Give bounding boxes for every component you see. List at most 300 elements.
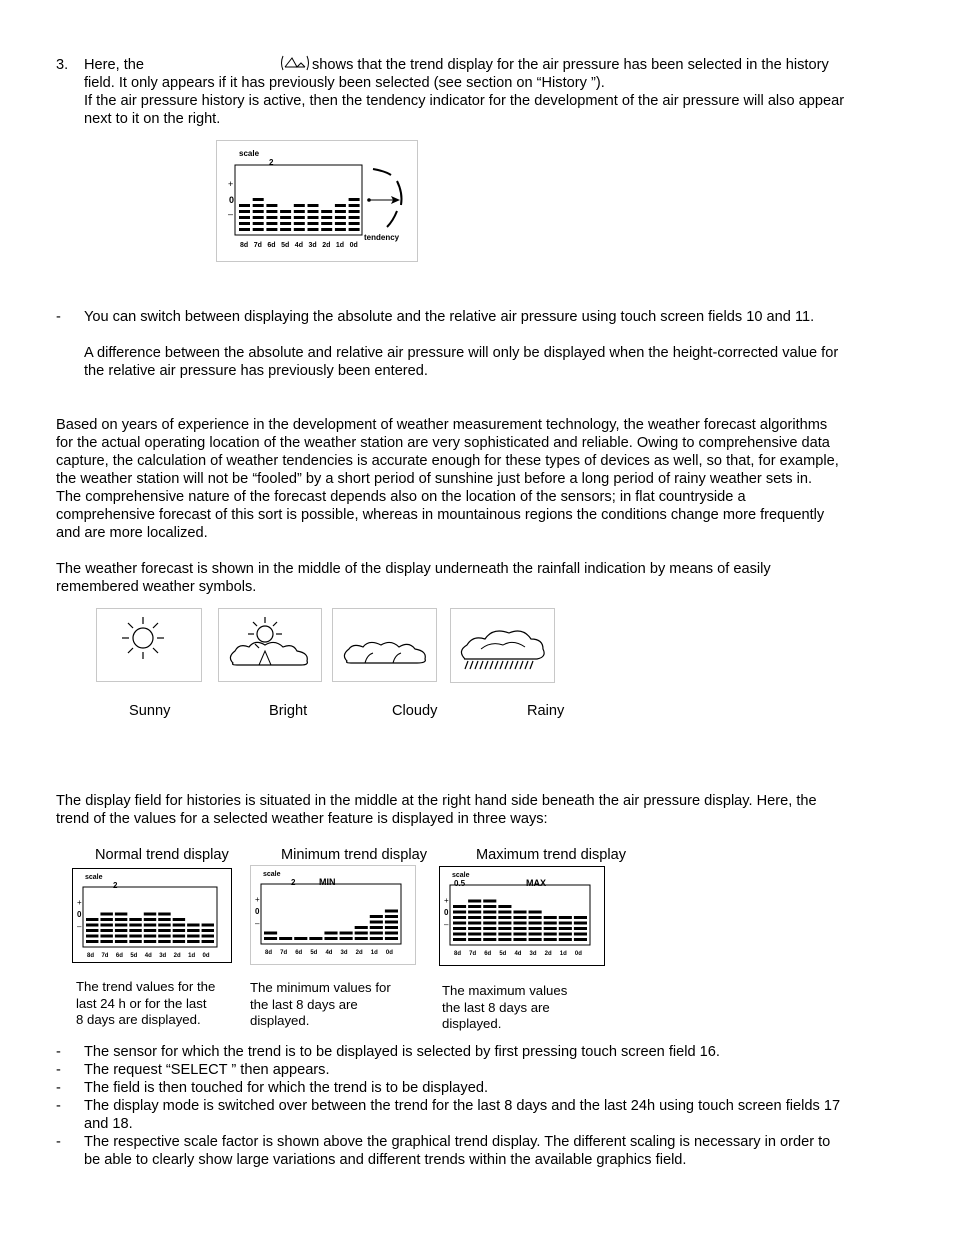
trend-bar-segment (266, 222, 277, 225)
trend-bar-segment (308, 210, 319, 213)
raindrop-mark (485, 661, 488, 669)
normal-trend-display (72, 868, 232, 963)
trend-bar-segment (544, 938, 557, 941)
tendency-trend-figure (216, 140, 418, 262)
trend-bar-segment (468, 938, 481, 941)
axis-sign: + (77, 898, 82, 907)
trend-bar-segment (239, 222, 250, 225)
trend-bar-segment (129, 935, 141, 938)
paragraph-line: field. It only appears if it has previously been selected (see section on “History ”). (84, 75, 605, 91)
trend-bar-segment (144, 924, 156, 927)
scale-value: 2 (113, 881, 118, 890)
trend-bar-segment (370, 921, 383, 924)
trend-bar-segment (349, 222, 360, 225)
trend-bar-segment (115, 924, 127, 927)
trend-bar-segment (294, 937, 307, 940)
trend-bar-segment (144, 940, 156, 943)
trend-bar-segment (468, 905, 481, 908)
trend-bar-segment (453, 911, 466, 914)
raindrop-mark (480, 661, 483, 669)
maximum-trend-caption (442, 983, 567, 1033)
day-tick-label: 4d (294, 242, 303, 249)
raindrop-mark (505, 661, 508, 669)
trend-bar-segment (86, 935, 98, 938)
tendency-origin-dot (367, 198, 371, 202)
axis-sign: – (255, 919, 260, 928)
trend-bar-segment (115, 935, 127, 938)
trend-bar-segment (453, 933, 466, 936)
axis-sign: 0 (77, 910, 82, 919)
sun-icon (97, 609, 201, 681)
day-tick-label: 5d (281, 242, 290, 249)
paragraph-line: The weather forecast is shown in the middle of the display underneath the rainfall indication by means of easily (56, 561, 771, 577)
trend-bar-segment (349, 204, 360, 207)
trend-bar-segment (202, 940, 214, 943)
trend-bar-segment (498, 927, 511, 930)
trend-bar-segment (355, 937, 368, 940)
paragraph-line: capture, the calculation of weather tendencies is accurate enough for these types of devices as well, so that, for example, (56, 453, 839, 469)
scale-label: scale (452, 872, 470, 879)
trend-bar-segment (308, 216, 319, 219)
trend-bar-segment (129, 940, 141, 943)
trend-bar-segment (158, 924, 170, 927)
trend-bar-segment (308, 204, 319, 207)
trend-bar-segment (349, 228, 360, 231)
trend-bar-segment (266, 228, 277, 231)
day-tick-label: 2d (544, 951, 552, 957)
trend-bar-segment (321, 222, 332, 225)
trend-bar-segment (513, 927, 526, 930)
day-tick-label: 1d (559, 951, 567, 957)
day-tick-label: 0d (202, 953, 210, 959)
trend-bar-segment (385, 937, 398, 940)
symbol-label-bright: Bright (269, 703, 308, 719)
trend-bar-segment (559, 938, 572, 941)
trend-bar-segment (559, 933, 572, 936)
trend-bar-segment (294, 210, 305, 213)
trend-bar-segment (335, 222, 346, 225)
trend-bar-segment (115, 929, 127, 932)
paragraph-line: The comprehensive nature of the forecast depends also on the location of the sensors; in flat countryside a (56, 489, 746, 505)
trend-mode-label: MAX (526, 878, 546, 888)
raindrop-mark (525, 661, 528, 669)
trend-bar-segment (100, 924, 112, 927)
trend-bar-segment (294, 222, 305, 225)
cloud-icon (333, 609, 436, 681)
trend-bar-segment (483, 938, 496, 941)
scale-label: scale (85, 874, 103, 881)
day-tick-label: 0d (385, 950, 393, 956)
trend-bar-segment (453, 927, 466, 930)
trend-bar-segment (483, 905, 496, 908)
paragraph-line: Based on years of experience in the development of weather measurement technology, the weather forecast algorithms (56, 417, 828, 433)
trend-bar-segment (100, 935, 112, 938)
day-tick-label: 1d (188, 953, 196, 959)
trend-bar-segment (468, 911, 481, 914)
trend-bar-segment (129, 929, 141, 932)
sunny-symbol-box (96, 608, 202, 682)
trend-bar-segment (370, 926, 383, 929)
bullet-dash: - (56, 1062, 61, 1078)
day-tick-label: 1d (335, 242, 345, 249)
trend-bar-segment (115, 913, 127, 916)
trend-bar-segment (294, 228, 305, 231)
trend-bar-segment (498, 911, 511, 914)
trend-bar-segment (324, 937, 337, 940)
trend-bar-segment (340, 932, 353, 935)
trend-bar-segment (529, 938, 542, 941)
axis-sign: – (444, 920, 449, 929)
trend-bar-segment (513, 916, 526, 919)
maximum-trend-display (439, 866, 605, 966)
caption-line: The minimum values for (250, 980, 391, 995)
day-tick-label: 1d (370, 950, 378, 956)
trend-bar-segment (86, 929, 98, 932)
trend-bar-segment (321, 210, 332, 213)
trend-bar-segment (253, 222, 264, 225)
trend-frame (450, 885, 590, 945)
axis-sign: + (444, 896, 449, 905)
rain-cloud-icon (451, 609, 554, 682)
day-tick-label: 4d (144, 953, 152, 959)
maximum-trend-chart (440, 867, 604, 965)
trend-bar-segment (253, 198, 264, 201)
caption-line: 8 days are displayed. (76, 1012, 201, 1027)
trend-bar-segment (559, 916, 572, 919)
trend-bar-segment (483, 911, 496, 914)
raindrop-mark (495, 661, 498, 669)
trend-bar-segment (129, 924, 141, 927)
caption-line: displayed. (442, 1016, 502, 1031)
trend-mode-label: MIN (319, 877, 336, 887)
raindrop-mark (520, 661, 523, 669)
trend-bar-segment (187, 924, 199, 927)
normal-trend-title: Normal trend display (95, 847, 229, 863)
trend-bar-segment (483, 916, 496, 919)
bullet-text: The display mode is switched over between the trend for the last 8 days and the last 24h using touch screen fields 17 (84, 1098, 841, 1114)
trend-bar-segment (173, 940, 185, 943)
trend-bar-segment (144, 935, 156, 938)
trend-bar-segment (239, 210, 250, 213)
day-tick-label: 5d (310, 950, 318, 956)
trend-bar-segment (483, 927, 496, 930)
trend-bar-segment (239, 204, 250, 207)
trend-bar-segment (453, 905, 466, 908)
raindrop-mark (530, 661, 533, 669)
text-fragment: shows that the trend display for the air pressure has been selected in the history (312, 57, 829, 73)
bright-symbol-box (218, 608, 322, 682)
bullet-dash: - (56, 1134, 61, 1150)
bullet-text: The request “SELECT ” then appears. (84, 1062, 330, 1078)
day-tick-label: 7d (101, 953, 109, 959)
paragraph-line: If the air pressure history is active, then the tendency indicator for the development of the air pressure will also appear (84, 93, 845, 109)
trend-bar-segment (308, 228, 319, 231)
trend-bar-segment (370, 915, 383, 918)
day-tick-label: 5d (130, 953, 138, 959)
trend-bar-segment (385, 926, 398, 929)
symbol-label-cloudy: Cloudy (392, 703, 438, 719)
trend-bar-segment (266, 204, 277, 207)
trend-bar-segment (158, 935, 170, 938)
trend-bar-segment (559, 927, 572, 930)
trend-bar-segment (385, 932, 398, 935)
bullet-text: The sensor for which the trend is to be displayed is selected by first pressing touch screen field 16. (84, 1044, 720, 1060)
trend-bar-segment (144, 929, 156, 932)
scale-value: 2 (269, 158, 274, 167)
tendency-label: tendency (364, 233, 400, 242)
trend-bar-segment (294, 204, 305, 207)
trend-bar-segment (280, 222, 291, 225)
trend-bar-segment (574, 922, 587, 925)
bullet-dash: - (56, 309, 61, 325)
day-tick-label: 4d (325, 950, 333, 956)
note-line: the relative air pressure has previously been entered. (84, 363, 428, 379)
trend-bar-segment (100, 940, 112, 943)
trend-bar-segment (335, 216, 346, 219)
trend-bar-segment (253, 228, 264, 231)
trend-bar-segment (187, 940, 199, 943)
trend-bar-segment (280, 228, 291, 231)
tendency-arc-middle (397, 181, 402, 205)
trend-bar-segment (483, 922, 496, 925)
trend-bar-segment (513, 911, 526, 914)
day-tick-label: 2d (355, 950, 363, 956)
trend-bar-segment (349, 216, 360, 219)
trend-bar-segment (279, 937, 292, 940)
trend-bar-segment (129, 918, 141, 921)
trend-bar-segment (294, 216, 305, 219)
air-pressure-trend-icon (279, 54, 311, 72)
day-tick-label: 3d (308, 242, 317, 249)
trend-bar-segment (544, 933, 557, 936)
trend-bar-segment (483, 933, 496, 936)
trend-bar-segment (498, 922, 511, 925)
trend-bar-segment (158, 918, 170, 921)
plus-sign: + (228, 179, 234, 189)
trend-bar-segment (280, 216, 291, 219)
trend-bar-segment (468, 916, 481, 919)
trend-bar-segment (173, 929, 185, 932)
list-number: 3. (56, 57, 69, 73)
day-tick-label: 7d (253, 242, 262, 249)
trend-bar-segment (468, 922, 481, 925)
trend-bar-segment (574, 927, 587, 930)
trend-bar-segment (86, 924, 98, 927)
tendency-trend-chart (217, 141, 417, 261)
paragraph-line: for the actual operating location of the weather station are very sophisticated and reliable. Owing to comprehensive data (56, 435, 830, 451)
bullet-dash: - (56, 1044, 61, 1060)
trend-bar-segment (513, 922, 526, 925)
minimum-trend-title: Minimum trend display (281, 847, 427, 863)
trend-bar-segment (100, 929, 112, 932)
trend-bar-segment (144, 918, 156, 921)
trend-bar-segment (385, 910, 398, 913)
axis-sign: + (255, 895, 260, 904)
trend-bar-segment (158, 913, 170, 916)
trend-bar-segment (253, 210, 264, 213)
day-tick-label: 3d (340, 950, 348, 956)
trend-bar-segment (453, 922, 466, 925)
trend-bar-segment (308, 222, 319, 225)
trend-bar-segment (468, 900, 481, 903)
day-tick-label: 6d (484, 951, 492, 957)
raindrop-mark (470, 661, 473, 669)
raindrop-mark (490, 661, 493, 669)
raindrop-mark (510, 661, 513, 669)
trend-bar-segment (385, 915, 398, 918)
trend-bar-segment (513, 938, 526, 941)
bullet-text: The field is then touched for which the trend is to be displayed. (84, 1080, 489, 1096)
trend-bar-segment (115, 918, 127, 921)
day-tick-label: 6d (115, 953, 123, 959)
trend-bar-segment (340, 937, 353, 940)
trend-bar-segment (335, 228, 346, 231)
trend-bar-segment (483, 900, 496, 903)
text-fragment: Here, the (84, 57, 145, 73)
day-tick-label: 2d (322, 242, 331, 249)
trend-bar-segment (544, 922, 557, 925)
day-tick-label: 6d (295, 950, 303, 956)
bullet-dash: - (56, 1080, 61, 1096)
trend-frame (83, 887, 217, 947)
trend-bar-segment (158, 940, 170, 943)
trend-bar-segment (349, 210, 360, 213)
caption-line: The maximum values (442, 983, 568, 998)
tendency-arc-bottom (387, 211, 397, 227)
trend-bar-segment (100, 913, 112, 916)
scale-value: 2 (291, 878, 296, 887)
trend-bar-segment (253, 204, 264, 207)
minimum-trend-chart (251, 866, 415, 964)
caption-line: The trend values for the (76, 979, 216, 994)
raindrop-mark (465, 661, 468, 669)
day-tick-label: 7d (469, 951, 477, 957)
bullet-continuation: and 18. (84, 1116, 133, 1132)
trend-bar-segment (453, 916, 466, 919)
raindrop-mark (500, 661, 503, 669)
trend-bar-segment (574, 916, 587, 919)
day-tick-label: 8d (240, 242, 249, 249)
bullet-dash: - (56, 1098, 61, 1114)
trend-bar-segment (498, 933, 511, 936)
trend-bar-segment (559, 922, 572, 925)
caption-line: the last 8 days are (250, 996, 358, 1012)
trend-bar-segment (529, 911, 542, 914)
bullet-continuation: be able to clearly show large variations and different trends within the available graphics field. (84, 1152, 687, 1168)
day-tick-label: 3d (159, 953, 167, 959)
axis-sign: 0 (444, 908, 449, 917)
trend-bar-segment (239, 228, 250, 231)
trend-bar-segment (349, 198, 360, 201)
day-tick-label: 8d (87, 953, 95, 959)
day-tick-label: 3d (529, 951, 537, 957)
trend-bar-segment (144, 913, 156, 916)
trend-bar-segment (468, 933, 481, 936)
trend-bar-segment (324, 932, 337, 935)
symbol-label-sunny: Sunny (129, 703, 171, 719)
trend-bar-segment (187, 935, 199, 938)
trend-bar-segment (158, 929, 170, 932)
scale-label: scale (239, 149, 260, 158)
trend-bar-segment (100, 918, 112, 921)
day-tick-label: 8d (454, 951, 462, 957)
day-tick-label: 0d (574, 951, 582, 957)
trend-bar-segment (86, 918, 98, 921)
trend-bar-segment (498, 905, 511, 908)
caption-line: displayed. (250, 1013, 310, 1028)
trend-bar-segment (355, 926, 368, 929)
trend-bar-segment (529, 916, 542, 919)
paragraph-line: comprehensive forecast of this sort is possible, whereas in mountainous regions the conditions change more frequently (56, 507, 825, 523)
caption-line: last 24 h or for the last (76, 995, 207, 1011)
axis-sign: 0 (255, 907, 260, 916)
trend-bar-segment (574, 938, 587, 941)
trend-bar-segment (253, 216, 264, 219)
day-tick-label: 8d (265, 950, 273, 956)
rainy-symbol-box (450, 608, 555, 683)
day-tick-label: 5d (499, 951, 507, 957)
trend-bar-segment (239, 216, 250, 219)
trend-bar-segment (529, 933, 542, 936)
trend-bar-segment (173, 918, 185, 921)
trend-bar-segment (498, 938, 511, 941)
raindrop-mark (475, 661, 478, 669)
normal-trend-chart (73, 869, 231, 962)
paragraph-line: and are more localized. (56, 525, 208, 541)
trend-bar-segment (468, 927, 481, 930)
trend-bar-segment (453, 938, 466, 941)
trend-bar-segment (187, 929, 199, 932)
trend-bar-segment (86, 940, 98, 943)
trend-bar-segment (266, 216, 277, 219)
trend-bar-segment (202, 929, 214, 932)
trend-bar-segment (335, 210, 346, 213)
trend-bar-segment (173, 935, 185, 938)
minus-sign: – (228, 209, 234, 219)
trend-bar-segment (498, 916, 511, 919)
trend-bar-segment (280, 210, 291, 213)
zero-sign: 0 (229, 195, 235, 205)
trend-bar-segment (513, 933, 526, 936)
trend-bar-segment (321, 228, 332, 231)
trend-bar-segment (544, 916, 557, 919)
trend-bar-segment (529, 927, 542, 930)
day-tick-label: 7d (280, 950, 288, 956)
trend-bar-segment (544, 927, 557, 930)
paragraph-line: the weather station will not be “fooled” by a short period of sunshine just before a long period of rainy weather sets in. (56, 471, 813, 487)
trend-bar-segment (266, 210, 277, 213)
trend-bar-segment (321, 216, 332, 219)
day-tick-label: 4d (514, 951, 522, 957)
trend-bar-segment (115, 940, 127, 943)
day-tick-label: 6d (267, 242, 276, 249)
paragraph-line: The display field for histories is situated in the middle at the right hand side beneath the air pressure display. Here, the (56, 793, 817, 809)
trend-bar-segment (202, 924, 214, 927)
minimum-trend-caption (250, 980, 391, 1030)
normal-trend-caption (76, 979, 215, 1029)
trend-bar-segment (529, 922, 542, 925)
trend-bar-segment (309, 937, 322, 940)
note-line: A difference between the absolute and relative air pressure will only be displayed when the height-corrected value for (84, 345, 839, 361)
paragraph-line: next to it on the right. (84, 111, 221, 127)
trend-bar-segment (370, 937, 383, 940)
trend-bar-segment (370, 932, 383, 935)
maximum-trend-title: Maximum trend display (476, 847, 627, 863)
raindrop-mark (515, 661, 518, 669)
sun-cloud-icon (219, 609, 321, 681)
bullet-text: You can switch between displaying the absolute and the relative air pressure using touch screen fields 10 and 11. (84, 309, 815, 325)
trend-bar-segment (202, 935, 214, 938)
